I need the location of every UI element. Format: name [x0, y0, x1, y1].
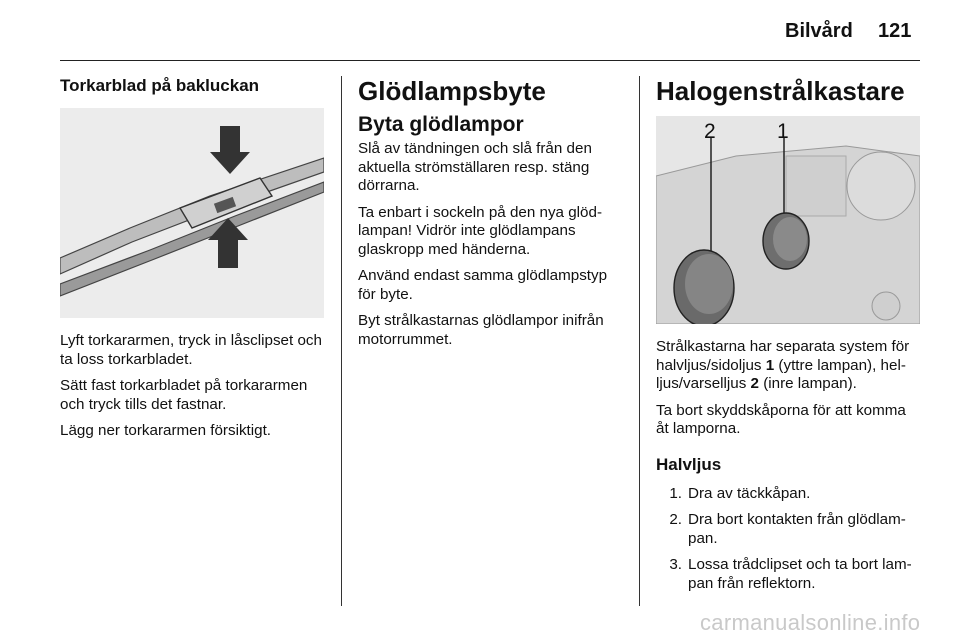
header-rule	[60, 60, 920, 61]
halogen-paragraph-2: Ta bort skyddskåporna för att komma åt lamporna.	[656, 401, 906, 437]
list-item: 1. Dra av täckkåpan.	[669, 484, 811, 502]
headlamp-illustration	[656, 116, 920, 324]
column-wiper	[60, 76, 324, 449]
bulb-paragraph-1: Slå av tändningen och slå från den aktuella strömställaren resp. stäng dörrarna.	[358, 140, 592, 194]
figure-label-1: 1	[777, 120, 789, 143]
wiper-paragraph-1: Lyft torkararmen, tryck in låsclipset och ta loss torkarbladet.	[60, 332, 322, 368]
wiper-paragraph-2: Sätt fast torkarbladet på torkararmen och tryck tills det fastnar.	[60, 377, 308, 413]
halogen-paragraph-1: Strålkastarna har separata system för halvljus/sidoljus 1 (yttre lampan), hel-ljus/varselljus 2 (inre lampan).	[656, 338, 910, 392]
bulb-paragraph-3: Använd endast samma glödlampstyp för byte.	[358, 267, 608, 303]
page-number: 121	[878, 20, 912, 42]
section-heading-wiper: Torkarblad på bakluckan	[60, 76, 260, 95]
list-item: 2. Dra bort kontakten från glödlam-pan.	[669, 511, 906, 547]
section-heading-halogen: Halogenstrålkastare	[656, 76, 905, 106]
figure-label-2: 2	[704, 120, 716, 143]
list-item: 3. Lossa trådclipset och ta bort lam-pan från reflektorn.	[669, 556, 912, 592]
section-heading-bulb-change: Glödlampsbyte	[358, 76, 546, 106]
low-beam-steps	[656, 485, 920, 594]
column-halogen	[656, 76, 920, 601]
wiper-paragraph-3: Lägg ner torkararmen försiktigt.	[60, 422, 272, 439]
subheading-low-beam: Halvljus	[656, 454, 722, 474]
watermark: carmanualsonline.info	[700, 610, 921, 635]
column-divider-2	[639, 76, 640, 606]
column-divider-1	[341, 76, 342, 606]
column-bulb-change	[358, 76, 624, 357]
subheading-change-bulbs: Byta glödlampor	[358, 113, 524, 136]
page-header-section: Bilvård	[785, 20, 853, 42]
bulb-paragraph-2: Ta enbart i sockeln på den nya glöd-lampan! Vidrör inte glödlampans glaskropp med händerna.	[358, 203, 602, 258]
wiper-illustration	[60, 108, 324, 318]
bulb-paragraph-4: Byt strålkastarnas glödlampor inifrån motorrummet.	[358, 312, 604, 348]
